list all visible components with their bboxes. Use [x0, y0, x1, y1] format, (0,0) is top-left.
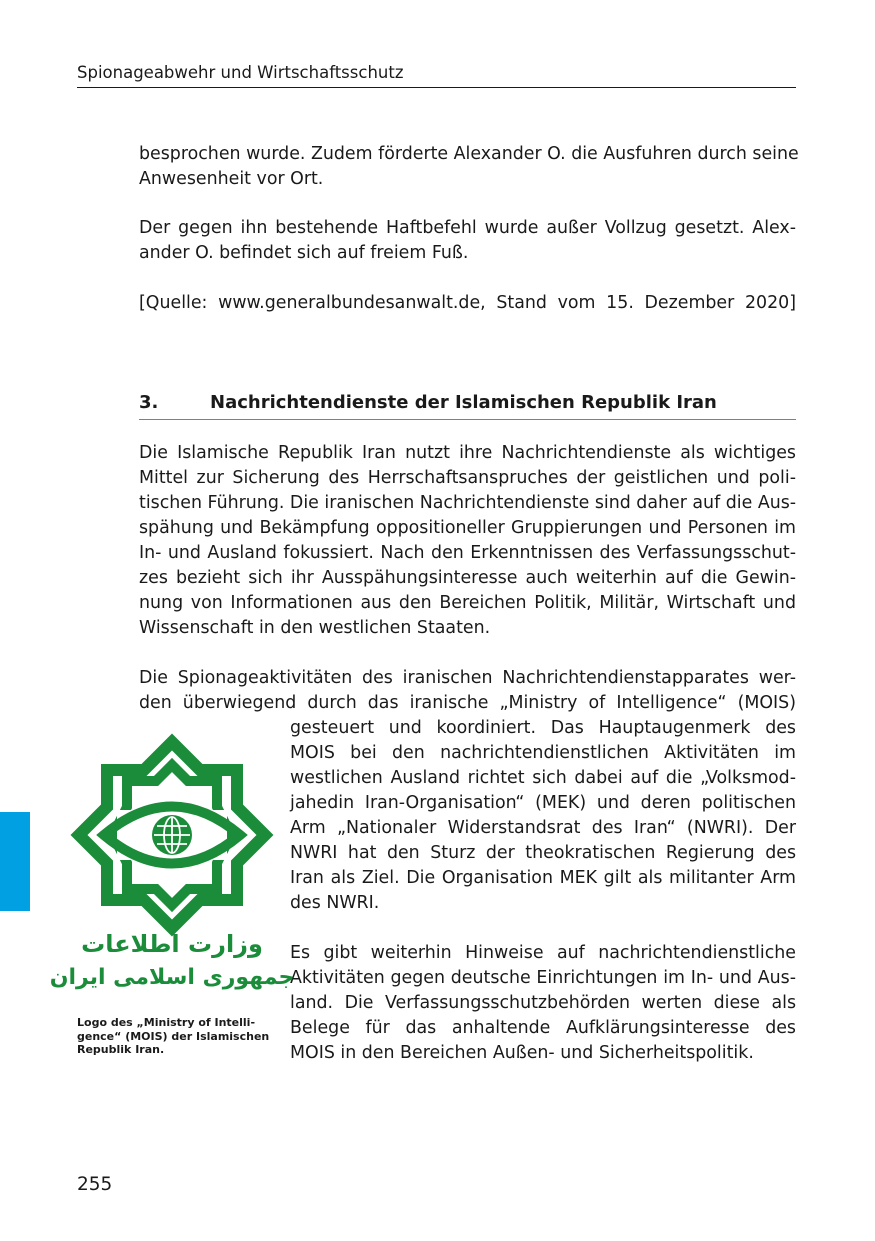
- text-line: In- und Ausland fokussiert. Nach den Erkenntnissen des Verfassungsschut-: [139, 543, 796, 563]
- text-line: Es gibt weiterhin Hinweise auf nachrichtendienstliche: [290, 943, 796, 963]
- text-line: MOIS bei den nachrichtendienstlichen Aktivitäten im: [290, 743, 796, 763]
- source-citation: [139, 291, 796, 316]
- text-line: nung von Informationen aus den Bereichen Politik, Militär, Wirtschaft und: [139, 593, 796, 613]
- text-line: Belege für das anhaltende Aufklärungsinteresse des: [290, 1018, 796, 1038]
- page-number: 255: [77, 1174, 113, 1195]
- text-line: Arm „Nationaler Widerstandsrat des Iran“ (NWRI). Der: [290, 818, 796, 838]
- text-line: den überwiegend durch das iranische „Ministry of Intelligence“ (MOIS): [139, 693, 796, 713]
- text-line: Die Islamische Republik Iran nutzt ihre Nachrichtendienste als wichtiges: [139, 443, 796, 463]
- text-line: westlichen Ausland richtet sich dabei auf die „Volksmod-: [290, 768, 796, 788]
- text-line: zes bezieht sich ihr Ausspähungsinteresse auch weiterhin auf die Gewin-: [139, 568, 796, 588]
- paragraph-mois-intro: [139, 666, 796, 716]
- section-number: 3.: [139, 392, 159, 413]
- logo-text-ministry: وزارت اطلاعات: [81, 930, 263, 958]
- text-line: Iran als Ziel. Die Organisation MEK gilt als militanter Arm: [290, 868, 796, 888]
- section-title: Nachrichtendienste der Islamischen Republik Iran: [210, 392, 717, 413]
- text-line: des NWRI.: [290, 893, 380, 913]
- paragraph-case-detail: [139, 142, 799, 192]
- text-line: jahedin Iran-Organisation“ (MEK) und deren politischen: [290, 793, 796, 813]
- text-line: MOIS in den Bereichen Außen- und Sicherheitspolitik.: [290, 1043, 754, 1063]
- text-line: Der gegen ihn bestehende Haftbefehl wurde außer Vollzug gesetzt. Alex-: [139, 218, 796, 238]
- text-line: gesteuert und koordiniert. Das Hauptaugenmerk des: [290, 718, 796, 738]
- logo-text-republic: جمهوری اسلامی ایران: [49, 965, 295, 990]
- running-header: Spionageabwehr und Wirtschaftsschutz: [77, 62, 796, 88]
- text-line: Anwesenheit vor Ort.: [139, 169, 324, 189]
- caption-line: gence“ (MOIS) der Islamischen: [77, 1029, 270, 1043]
- caption-line: Logo des „Ministry of Intelli-: [77, 1016, 256, 1029]
- text-line: Die Spionageaktivitäten des iranischen Nachrichtendienstapparates wer-: [139, 668, 796, 688]
- paragraph-arrest-warrant: [139, 216, 796, 266]
- caption-line: Republik Iran.: [77, 1043, 165, 1056]
- paragraph-mois-focus: [290, 716, 796, 916]
- text-line: Wissenschaft in den westlichen Staaten.: [139, 618, 491, 638]
- mois-logo: [49, 730, 295, 1000]
- figure-caption: [77, 1016, 272, 1057]
- text-line: NWRI hat den Sturz der theokratischen Regierung des: [290, 843, 796, 863]
- text-line: spähung und Bekämpfung oppositioneller Gruppierungen und Personen im: [139, 518, 796, 538]
- text-line: ander O. befindet sich auf freiem Fuß.: [139, 243, 469, 263]
- paragraph-german-targets: [290, 941, 796, 1066]
- section-heading: [139, 390, 796, 420]
- text-line: land. Die Verfassungsschutzbehörden werten diese als: [290, 993, 796, 1013]
- text-line: Aktivitäten gegen deutsche Einrichtungen im In- und Aus-: [290, 968, 796, 988]
- text-line: tischen Führung. Die iranischen Nachrichtendienste sind daher auf die Aus-: [139, 493, 797, 513]
- text-line: [Quelle: www.generalbundesanwalt.de, Stand vom 15. Dezember 2020]: [139, 293, 796, 313]
- paragraph-iran-intelligence: [139, 441, 796, 641]
- text-line: Mittel zur Sicherung des Herrschaftsanspruches der geistlichen und poli-: [139, 468, 796, 488]
- text-line: besprochen wurde. Zudem förderte Alexander O. die Ausfuhren durch seine: [139, 144, 799, 164]
- chapter-tab-marker: [0, 812, 30, 911]
